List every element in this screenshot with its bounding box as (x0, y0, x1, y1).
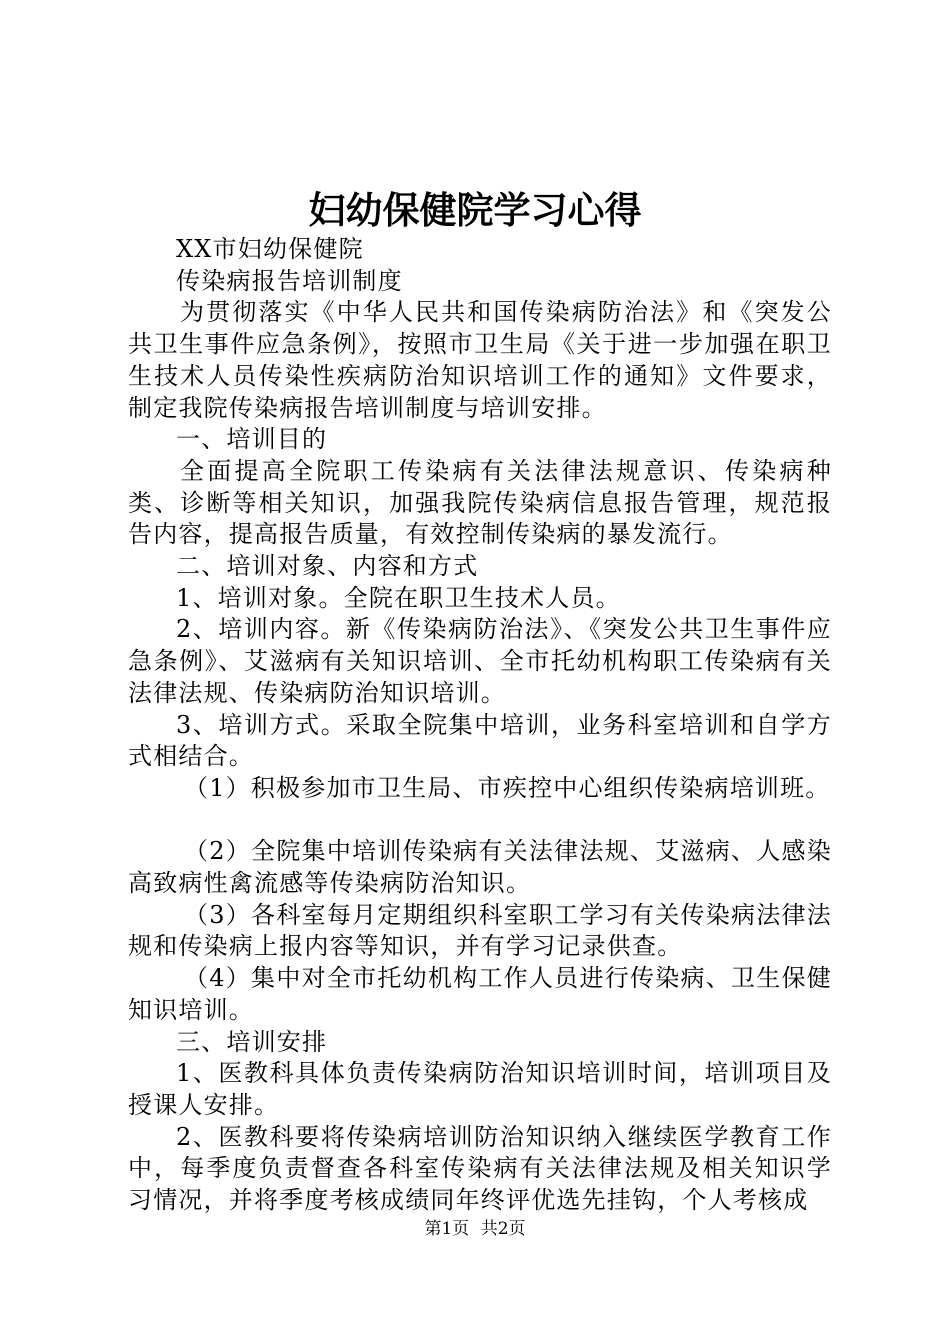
paragraph-item-3: 3、培训方式。采取全院集中培训，业务科室培训和自学方式相结合。 (128, 710, 832, 771)
section-heading-targets: 二、培训对象、内容和方式 (176, 552, 479, 581)
page-footer (0, 1218, 950, 1240)
section-heading-schedule: 三、培训安排 (176, 1027, 328, 1056)
paragraph-sub-item-2: （2）全院集中培训传染病有关法律法规、艾滋病、人感染高致病性禽流感等传染病防治知识。 (128, 837, 832, 898)
paragraph-hospital-name: XX市妇幼保健院 (176, 235, 364, 263)
document-body (128, 234, 832, 1217)
paragraph-intro: 为贯彻落实《中华人民共和国传染病防治法》和《突发公共卫生事件应急条例》，按照市卫生局《关于进一步加强在职卫生技术人员传染性疾病防治知识培训工作的通知》文件要求，制定我院传染病报告培训制度与培训安排。 (128, 298, 832, 422)
paragraph-sub-item-3: （3）各科室每月定期组织科室职工学习有关传染病法律法规和传染病上报内容等知识，并有学习记录供查。 (128, 900, 832, 961)
document-title: 妇幼保健院学习心得 (308, 188, 642, 232)
paragraph-purpose: 全面提高全院职工传染病有关法律法规意识、传染病种类、诊断等相关知识，加强我院传染病信息报告管理，规范报告内容，提高报告质量，有效控制传染病的暴发流行。 (128, 456, 832, 549)
paragraph-schedule-1: 1、医教科具体负责传染病防治知识培训时间，培训项目及授课人安排。 (128, 1059, 832, 1119)
section-heading-purpose: 一、培训目的 (176, 425, 328, 454)
paragraph-subtitle: 传染病报告培训制度 (176, 266, 403, 295)
paragraph-sub-item-4: （4）集中对全市托幼机构工作人员进行传染病、卫生保健知识培训。 (128, 964, 832, 1024)
page-total: 共2页 (480, 1219, 526, 1239)
page-number: 第1页 (424, 1219, 470, 1239)
paragraph-item-1: 1、培训对象。全院在职卫生技术人员。 (176, 583, 621, 612)
paragraph-item-2: 2、培训内容。新《传染病防治法》、《突发公共卫生事件应急条例》、艾滋病有关知识培训、全市托幼机构职工传染病有关法律法规、传染病防治知识培训。 (128, 615, 832, 707)
blank-line (128, 805, 832, 837)
paragraph-schedule-2: 2、医教科要将传染病培训防治知识纳入继续医学教育工作中，每季度负责督查各科室传染病有关法律法规及相关知识学习情况，并将季度考核成绩同年终评优选先挂钩，个人考核成 (128, 1122, 832, 1215)
paragraph-sub-item-1: （1）积极参加市卫生局、市疾控中心组织传染病培训班。 (184, 773, 831, 802)
